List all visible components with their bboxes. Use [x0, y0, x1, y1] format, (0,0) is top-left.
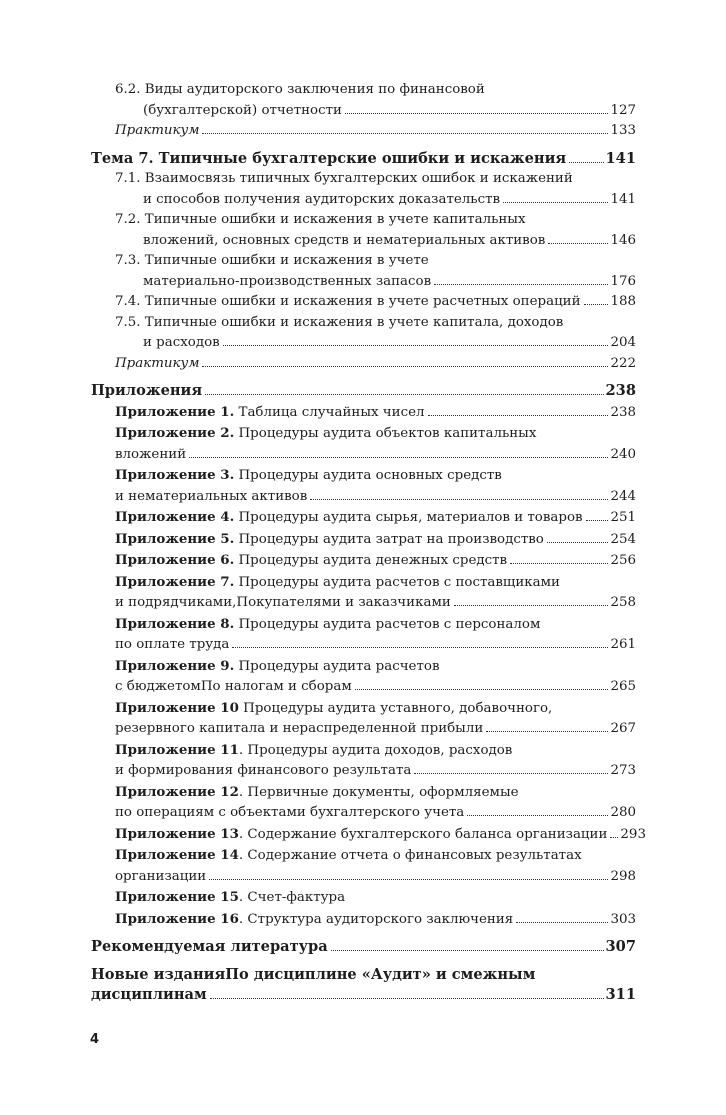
toc-entry-text: [115, 909, 513, 931]
toc-entry-text: [115, 402, 425, 424]
toc-entry-text: [115, 845, 582, 867]
toc-appendix-7-line2: [91, 593, 636, 614]
toc-entry-text: [115, 572, 560, 594]
dot-leader: [223, 345, 609, 346]
page-number-ref: 222: [610, 355, 636, 371]
page-number-ref: 146: [610, 232, 636, 248]
dot-leader: [610, 837, 618, 838]
page-number-ref: 141: [610, 191, 636, 207]
table-of-contents: [91, 80, 646, 1006]
appendix-label: Приложение 1.: [115, 403, 235, 420]
page-number-ref: 293: [620, 826, 646, 842]
toc-appendix-13: [91, 824, 646, 846]
toc-entry-text: и способов получения аудиторских доказательств: [143, 191, 501, 207]
dot-leader: [467, 815, 608, 816]
toc-appendix-2-line2: [91, 445, 636, 466]
toc-entry-text: Практикум: [115, 355, 200, 371]
dot-leader: [189, 457, 608, 458]
toc-entry-text: вложений: [115, 446, 187, 462]
page-number-ref: 258: [610, 595, 636, 610]
toc-entry-text: и подрядчиками,Покупателями и заказчиками: [115, 595, 451, 610]
toc-entry-text: [115, 507, 583, 529]
toc-entry-text: (бухгалтерской) отчетности: [143, 102, 342, 118]
page-number-ref: 273: [610, 763, 636, 778]
page-number-ref: 265: [610, 679, 636, 694]
toc-entry-7-5-line1: [91, 313, 636, 334]
appendix-label: Приложение 7.: [115, 573, 235, 590]
page-number-ref: 127: [610, 102, 636, 118]
toc-entry-text: по оплате труда: [115, 637, 230, 652]
appendix-label: Приложение 3.: [115, 467, 235, 483]
page-number-ref: 298: [610, 868, 636, 884]
toc-entry-text: [115, 824, 607, 846]
toc-entry-6-2-line1: [91, 80, 636, 101]
toc-entry-text: [115, 887, 345, 909]
page-number-ref: 251: [610, 510, 636, 525]
dot-leader: [584, 304, 609, 305]
dot-leader: [205, 394, 603, 395]
page-number-ref: 280: [610, 805, 636, 820]
toc-appendix-10-line1: [91, 698, 636, 720]
page-number-ref: 238: [605, 382, 636, 399]
page-number-ref: 244: [610, 488, 636, 504]
toc-appendix-1: [91, 402, 636, 424]
toc-appendix-14-line1: [91, 845, 636, 867]
page-number-ref: 307: [605, 938, 636, 955]
toc-appendix-8-line2: [91, 635, 636, 656]
appendix-label: Приложение 10: [115, 699, 239, 716]
toc-appendix-2-line1: [91, 423, 636, 445]
toc-entry-7-4: [91, 292, 636, 313]
toc-topic-text: Рекомендуемая литература: [91, 938, 328, 955]
appendix-title: Процедуры аудита объектов капитальных: [234, 426, 537, 441]
toc-topic-7: [91, 149, 636, 170]
toc-topic-new-editions-line2: [91, 985, 636, 1006]
toc-entry-text: [115, 529, 544, 551]
toc-topic-new-editions-line1: [91, 965, 636, 986]
toc-entry-text: [115, 614, 540, 636]
page-number-ref: 238: [610, 404, 636, 420]
page-number-ref: 141: [605, 149, 636, 167]
toc-entry-7-1-line1: [91, 169, 636, 190]
page-number-ref: 311: [605, 986, 636, 1003]
appendix-title: . Процедуры аудита доходов, расходов: [238, 742, 513, 758]
dot-leader: [232, 647, 608, 648]
toc-entry-text: [115, 740, 512, 762]
dot-leader: [202, 366, 608, 367]
dot-leader: [569, 162, 603, 163]
dot-leader: [414, 773, 608, 774]
page-number-ref: 261: [610, 637, 636, 652]
appendix-title: Таблица случайных чисел: [234, 404, 425, 420]
toc-entry-text: 7.5. Типичные ошибки и искажения в учете капитала, доходов: [115, 314, 564, 330]
toc-topic-appendices: [91, 381, 636, 402]
appendix-label: Приложение 14: [115, 847, 239, 863]
toc-entry-text: и расходов: [143, 335, 220, 350]
appendix-title: . Структура аудиторского заключения: [238, 911, 514, 927]
dot-leader: [548, 243, 608, 244]
toc-entry-text: Практикум: [115, 123, 200, 138]
toc-entry-text: резервного капитала и нераспределенной прибыли: [115, 721, 484, 736]
toc-entry-text: и нематериальных активов: [115, 488, 308, 504]
dot-leader: [331, 950, 604, 951]
page-number-ref: 303: [610, 911, 636, 927]
toc-topic-text: Новые изданияПо дисциплине «Аудит» и смежным: [91, 965, 536, 983]
dot-leader: [434, 284, 608, 285]
appendix-label: Приложение 2.: [115, 425, 235, 441]
dot-leader: [202, 133, 608, 134]
appendix-label: Приложение 11: [115, 741, 239, 758]
toc-entry-text: [115, 782, 519, 804]
toc-appendix-3-line2: [91, 487, 636, 508]
page-number-ref: 133: [610, 123, 636, 138]
appendix-title: Процедуры аудита основных средств: [234, 468, 502, 483]
toc-appendix-11-line2: [91, 761, 636, 782]
toc-entry-text: вложений, основных средств и нематериальных активов: [143, 232, 546, 248]
appendix-title: Процедуры аудита расчетов: [234, 658, 440, 674]
appendix-title: Процедуры аудита расчетов с персоналом: [234, 616, 541, 632]
toc-entry-text: 6.2. Виды аудиторского заключения по финансовой: [115, 82, 485, 97]
page-number-ref: 256: [610, 553, 636, 568]
dot-leader: [345, 113, 609, 114]
toc-entry-text: [115, 465, 502, 487]
appendix-title: . Содержание отчета о финансовых результатах: [238, 848, 582, 863]
toc-appendix-9-line1: [91, 656, 636, 678]
appendix-label: Приложение 13: [115, 825, 239, 842]
appendix-title: . Первичные документы, оформляемые: [238, 784, 519, 800]
appendix-title: . Счет-фактура: [238, 890, 346, 905]
toc-appendix-6: [91, 550, 636, 572]
dot-leader: [209, 879, 608, 880]
appendix-title: . Содержание бухгалтерского баланса организации: [238, 826, 608, 842]
toc-topic-literature: [91, 937, 636, 958]
toc-entry-7-3-line2: [91, 272, 636, 293]
appendix-title: Процедуры аудита уставного, добавочного,: [238, 700, 553, 716]
page-number-ref: 267: [610, 721, 636, 736]
toc-appendix-5: [91, 529, 636, 551]
toc-entry-text: по операциям с объектами бухгалтерского учета: [115, 805, 465, 820]
toc-entry-praktikum-7: [91, 354, 636, 375]
toc-entry-text: 7.1. Взаимосвязь типичных бухгалтерских ошибок и искажений: [115, 171, 573, 186]
dot-leader: [355, 689, 609, 690]
page-number-ref: 188: [610, 294, 636, 309]
appendix-label: Приложение 16: [115, 910, 239, 927]
toc-appendix-12-line2: [91, 803, 636, 824]
appendix-label: Приложение 8.: [115, 615, 235, 632]
toc-appendix-10-line2: [91, 719, 636, 740]
toc-entry-text: 7.3. Типичные ошибки и искажения в учете: [115, 253, 429, 268]
toc-entry-7-2-line2: [91, 231, 636, 252]
toc-appendix-4: [91, 507, 636, 529]
toc-entry-praktikum-6: [91, 121, 636, 142]
dot-leader: [310, 499, 608, 500]
toc-entry-text: [115, 656, 439, 678]
dot-leader: [486, 731, 608, 732]
toc-appendix-16: [91, 909, 636, 931]
appendix-title: Процедуры аудита сырья, материалов и товаров: [234, 510, 583, 525]
dot-leader: [428, 415, 609, 416]
page-number-ref: 204: [610, 335, 636, 350]
toc-topic-text: Приложения: [91, 382, 203, 399]
appendix-label: Приложение 5.: [115, 530, 235, 547]
appendix-label: Приложение 12: [115, 783, 239, 800]
toc-entry-text: с бюджетомПо налогам и сборам: [115, 679, 352, 694]
toc-topic-text: дисциплинам: [91, 986, 207, 1003]
toc-entry-text: [115, 550, 507, 572]
appendix-label: Приложение 4.: [115, 509, 235, 525]
appendix-label: Приложение 6.: [115, 552, 235, 568]
toc-appendix-7-line1: [91, 572, 636, 594]
toc-appendix-3-line1: [91, 465, 636, 487]
dot-leader: [454, 605, 609, 606]
page-number-ref: 254: [610, 531, 636, 547]
dot-leader: [586, 520, 609, 521]
toc-entry-text: 7.2. Типичные ошибки и искажения в учете капитальных: [115, 212, 526, 227]
toc-entry-7-1-line2: [91, 190, 636, 211]
toc-entry-6-2-line2: [91, 101, 636, 122]
toc-topic-text: Тема 7. Типичные бухгалтерские ошибки и искажения: [91, 149, 567, 167]
appendix-label: Приложение 15: [115, 889, 239, 905]
dot-leader: [503, 202, 608, 203]
toc-entry-text: [115, 698, 552, 720]
page-number: 4: [90, 1032, 100, 1047]
toc-appendix-15: [91, 887, 636, 909]
dot-leader: [516, 922, 608, 923]
page-number-ref: 240: [610, 446, 636, 462]
toc-appendix-14-line2: [91, 867, 636, 888]
appendix-title: Процедуры аудита расчетов с поставщиками: [234, 574, 560, 590]
toc-entry-7-3-line1: [91, 251, 636, 272]
toc-appendix-11-line1: [91, 740, 636, 762]
dot-leader: [210, 998, 604, 999]
page-number-ref: 176: [610, 273, 636, 289]
appendix-title: Процедуры аудита затрат на производство: [234, 531, 544, 547]
toc-entry-7-5-line2: [91, 333, 636, 354]
toc-appendix-12-line1: [91, 782, 636, 804]
dot-leader: [547, 542, 609, 543]
toc-appendix-9-line2: [91, 677, 636, 698]
toc-entry-text: материально-производственных запасов: [143, 273, 432, 289]
appendix-title: Процедуры аудита денежных средств: [234, 553, 508, 568]
toc-entry-text: и формирования финансового результата: [115, 763, 412, 778]
toc-entry-text: организации: [115, 868, 207, 884]
toc-entry-text: [115, 423, 536, 445]
toc-appendix-8-line1: [91, 614, 636, 636]
appendix-label: Приложение 9.: [115, 657, 235, 674]
toc-entry-text: 7.4. Типичные ошибки и искажения в учете расчетных операций: [115, 294, 581, 309]
toc-entry-7-2-line1: [91, 210, 636, 231]
dot-leader: [510, 563, 608, 564]
